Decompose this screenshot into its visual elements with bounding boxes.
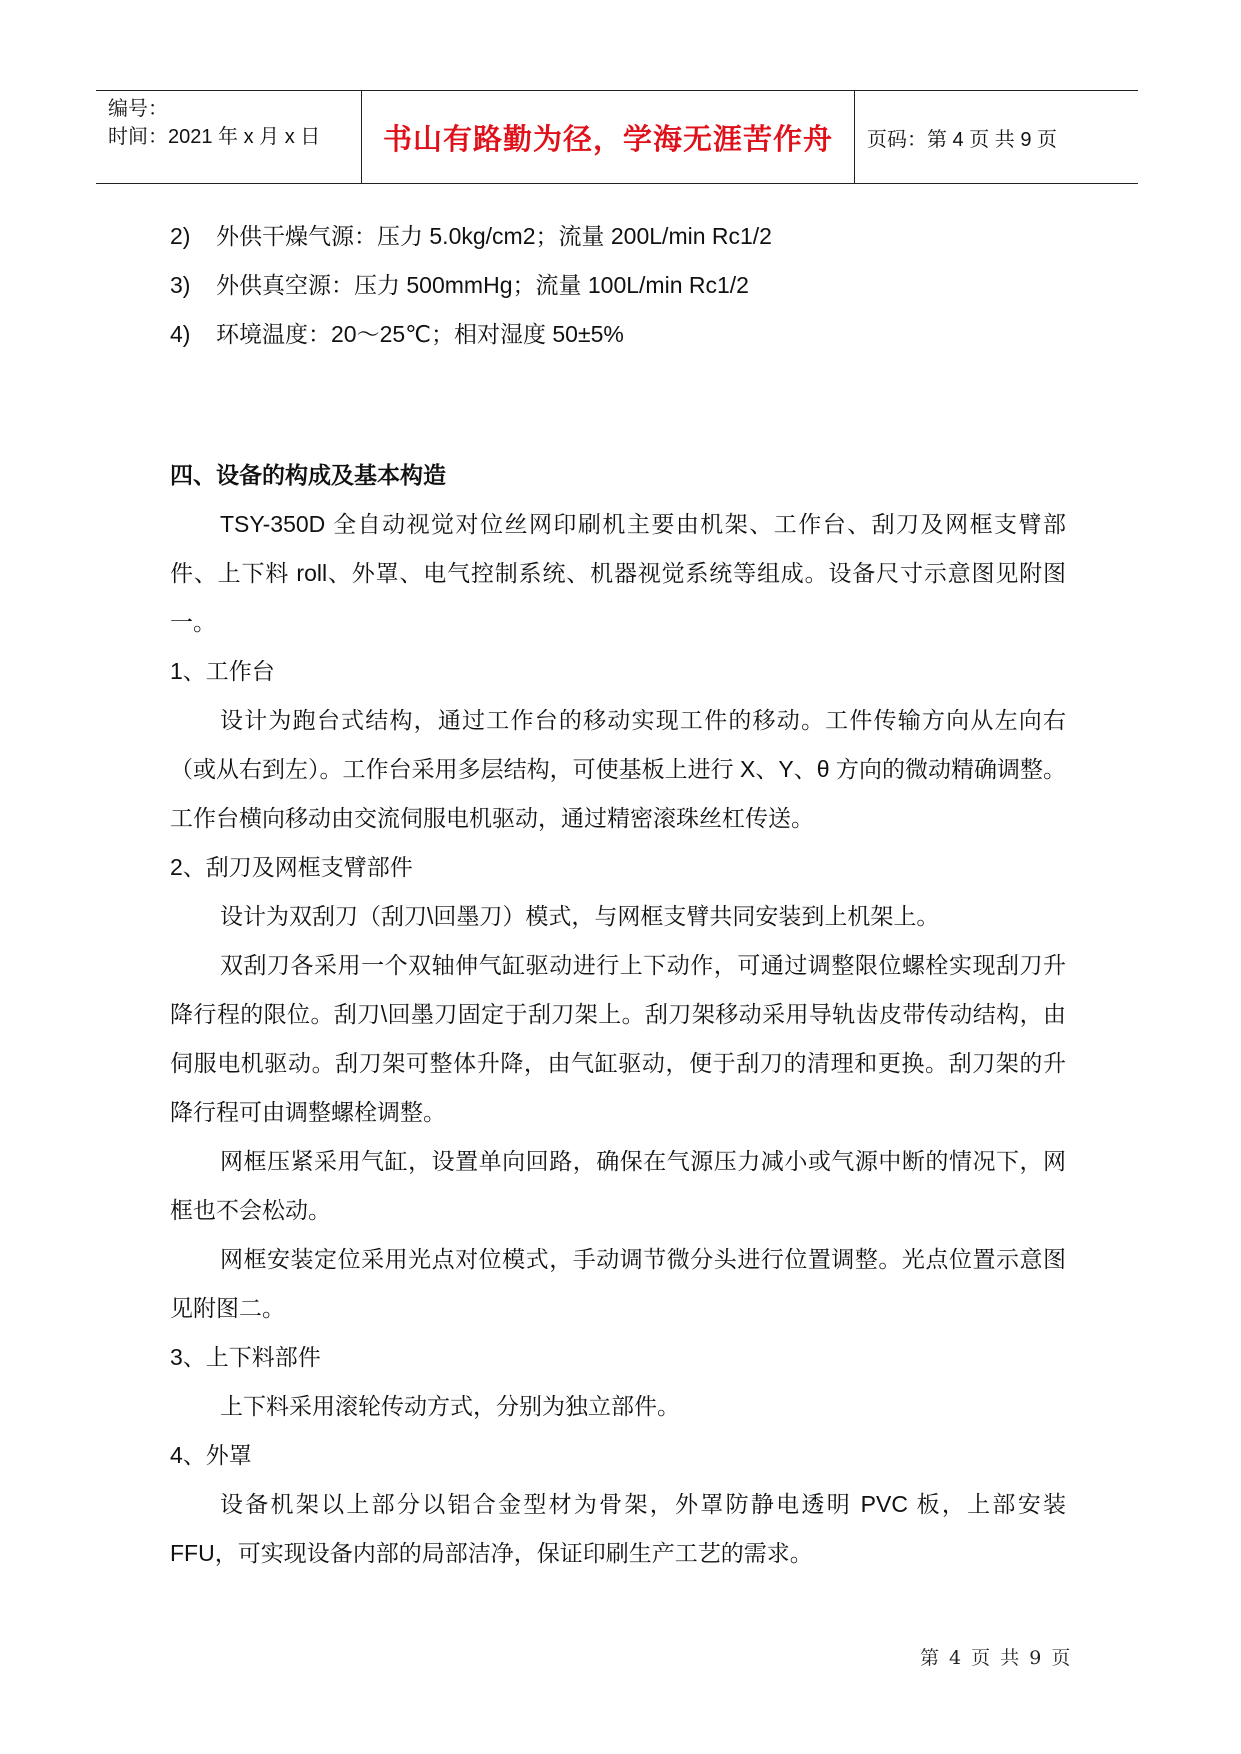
list-item: 2) 外供干燥气源：压力 5.0kg/cm2；流量 200L/min Rc1/2 [170,223,772,249]
document-body [170,212,1066,1578]
section-heading: 四、设备的构成及基本构造 [170,462,446,488]
subsection-heading: 1、工作台 [170,658,275,684]
intro-paragraph: TSY-350D 全自动视觉对位丝网印刷机主要由机架、工作台、刮刀及网框支臂部件、上下料 roll、外罩、电气控制系统、机器视觉系统等组成。设备尺寸示意图见附图一。 [170,511,1066,635]
list-item: 3) 外供真空源：压力 500mmHg；流量 100L/min Rc1/2 [170,272,749,298]
header-page-number: 页码：第 4 页 共 9 页 [867,128,1058,151]
serial-number-label: 编号： [108,98,168,120]
document-header [96,90,1138,184]
paragraph: 网框安装定位采用光点对位模式，手动调节微分头进行位置调整。光点位置示意图见附图二。 [170,1246,1066,1321]
paragraph: 网框压紧采用气缸，设置单向回路，确保在气源压力减小或气源中断的情况下，网框也不会松动。 [170,1148,1066,1223]
subsection-heading: 2、刮刀及网框支臂部件 [170,854,413,880]
paragraph: 设计为双刮刀（刮刀\回墨刀）模式，与网框支臂共同安装到上机架上。 [220,903,940,929]
list-item: 4) 环境温度：20～25℃；相对湿度 50±5% [170,321,624,347]
subsection-heading: 4、外罩 [170,1442,252,1468]
date-label: 时间：2021 年 x 月 x 日 [108,126,321,148]
header-page-cell [855,91,1138,183]
paragraph: 设备机架以上部分以铝合金型材为骨架，外罩防静电透明 PVC 板，上部安装 FFU，可实现设备内部的局部洁净，保证印刷生产工艺的需求。 [170,1491,1066,1566]
header-left-cell [96,91,362,183]
paragraph: 双刮刀各采用一个双轴伸气缸驱动进行上下动作，可通过调整限位螺栓实现刮刀升降行程的限位。刮刀\回墨刀固定于刮刀架上。刮刀架移动采用导轨齿皮带传动结构，由伺服电机驱动。刮刀架可整体升降，由气缸驱动，便于刮刀的清理和更换。刮刀架的升降行程可由调整螺栓调整。 [170,952,1066,1125]
paragraph: 设计为跑台式结构，通过工作台的移动实现工件的移动。工件传输方向从左向右（或从右到左）。工作台采用多层结构，可使基板上进行 X、Y、θ 方向的微动精确调整。工作台横向移动由交流伺服电机驱动，通过精密滚珠丝杠传送。 [170,707,1066,831]
page-footer: 第 4 页 共 9 页 [920,1647,1073,1669]
header-motto-cell [362,91,855,183]
paragraph: 上下料采用滚轮传动方式，分别为独立部件。 [220,1393,680,1419]
header-motto: 书山有路勤为径，学海无涯苦作舟 [382,121,833,156]
subsection-heading: 3、上下料部件 [170,1344,321,1370]
